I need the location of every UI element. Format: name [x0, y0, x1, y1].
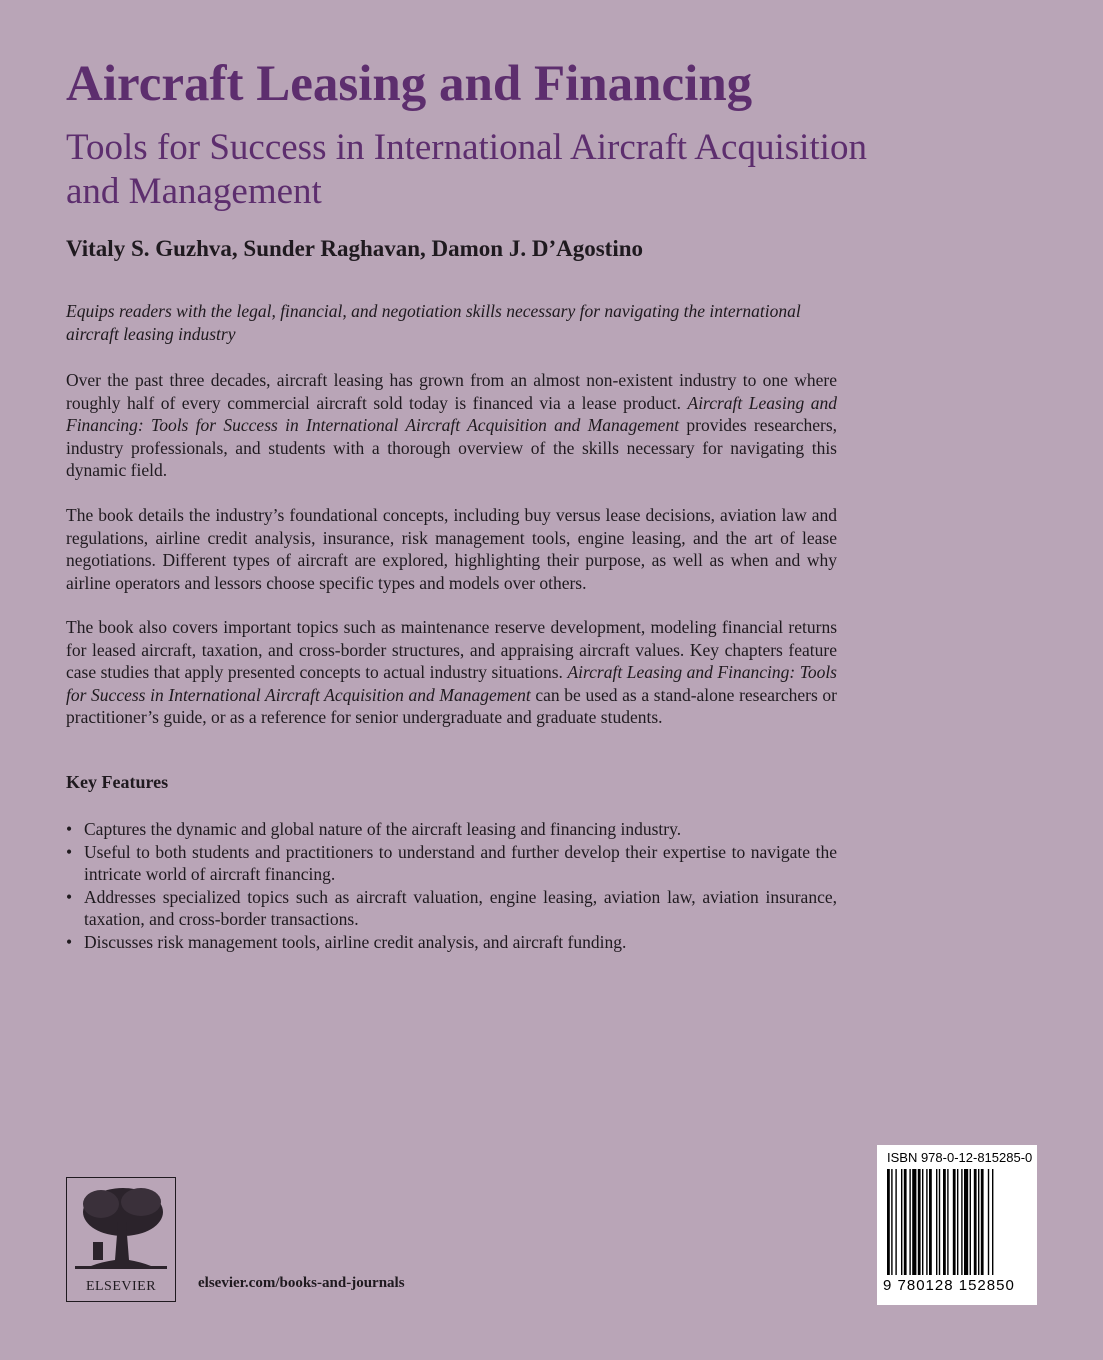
key-feature-item: • Captures the dynamic and global nature of the aircraft leasing and financing industry.: [66, 818, 837, 841]
book-subtitle: Tools for Success in International Aircraft Acquisition and Management: [66, 127, 867, 212]
barcode-icon: [887, 1169, 1027, 1275]
authors: Vitaly S. Guzhva, Sunder Raghavan, Damon J. D’Agostino: [66, 236, 644, 261]
paragraph-1-book-title: Aircraft Leasing and Financing: Tools for Success in International Aircraft Acquisition and Management: [66, 392, 837, 436]
paragraph-3-end: can be used as a stand-alone researchers or practitioner’s guide, or as a reference for senior undergraduate and graduate students.: [66, 684, 837, 728]
key-features-list: [66, 818, 837, 954]
paragraph-3-start: The book also covers important topics such as maintenance reserve development, modeling financial returns for leased aircraft, taxation, and cross-border structures, and appraising aircraft values. Key chapters feature case studies that apply presented concepts to actual industry situations.: [66, 617, 837, 683]
elsevier-wordmark: ELSEVIER: [85, 1279, 157, 1294]
elsevier-logo: [66, 1177, 176, 1302]
key-feature-item: • Discusses risk management tools, airline credit analysis, and aircraft funding.: [66, 931, 837, 954]
tagline: Equips readers with the legal, financial, and negotiation skills necessary for navigating the international aircraft leasing industry: [66, 301, 801, 344]
elsevier-tree-icon: [71, 1182, 171, 1272]
barcode-panel: [877, 1145, 1037, 1305]
paragraph-1-start: Over the past three decades, aircraft leasing has grown from an almost non-existent industry to one where roughly half of every commercial aircraft sold today is financed via a lease product.: [66, 370, 837, 413]
description-paragraph-3: [66, 616, 837, 729]
book-title: Aircraft Leasing and Financing: [66, 56, 753, 112]
key-feature-item: • Useful to both students and practitioners to understand and further develop their expertise to navigate the intricate world of aircraft financing.: [66, 841, 837, 886]
publisher-url[interactable]: elsevier.com/books-and-journals: [198, 1275, 405, 1291]
barcode-digits: 9 780128 152850: [883, 1277, 1015, 1294]
description-paragraph-1: [66, 369, 837, 482]
isbn-label: ISBN 978-0-12-815285-0: [887, 1150, 1033, 1165]
key-feature-item: • Addresses specialized topics such as aircraft valuation, engine leasing, aviation law, aviation insurance, taxation, and cross-border transactions.: [66, 886, 837, 931]
paragraph-3-book-title: Aircraft Leasing and Financing: Tools for Success in International Aircraft Acquisition and Management: [66, 662, 837, 705]
key-features-heading: Key Features: [66, 772, 169, 792]
description-paragraph-2: The book details the industry’s foundational concepts, including buy versus lease decisions, aviation law and regulations, airline credit analysis, insurance, risk management tools, engine leasing, and the art of lease negotiations. Different types of aircraft are explored, highlighting their purpose, as well as when and why airline operators and lessors choose specific types and models over others.: [66, 505, 837, 593]
paragraph-1-end: provides researchers, industry professionals, and students with a thorough overview of the skills necessary for navigating this dynamic field.: [66, 415, 838, 481]
